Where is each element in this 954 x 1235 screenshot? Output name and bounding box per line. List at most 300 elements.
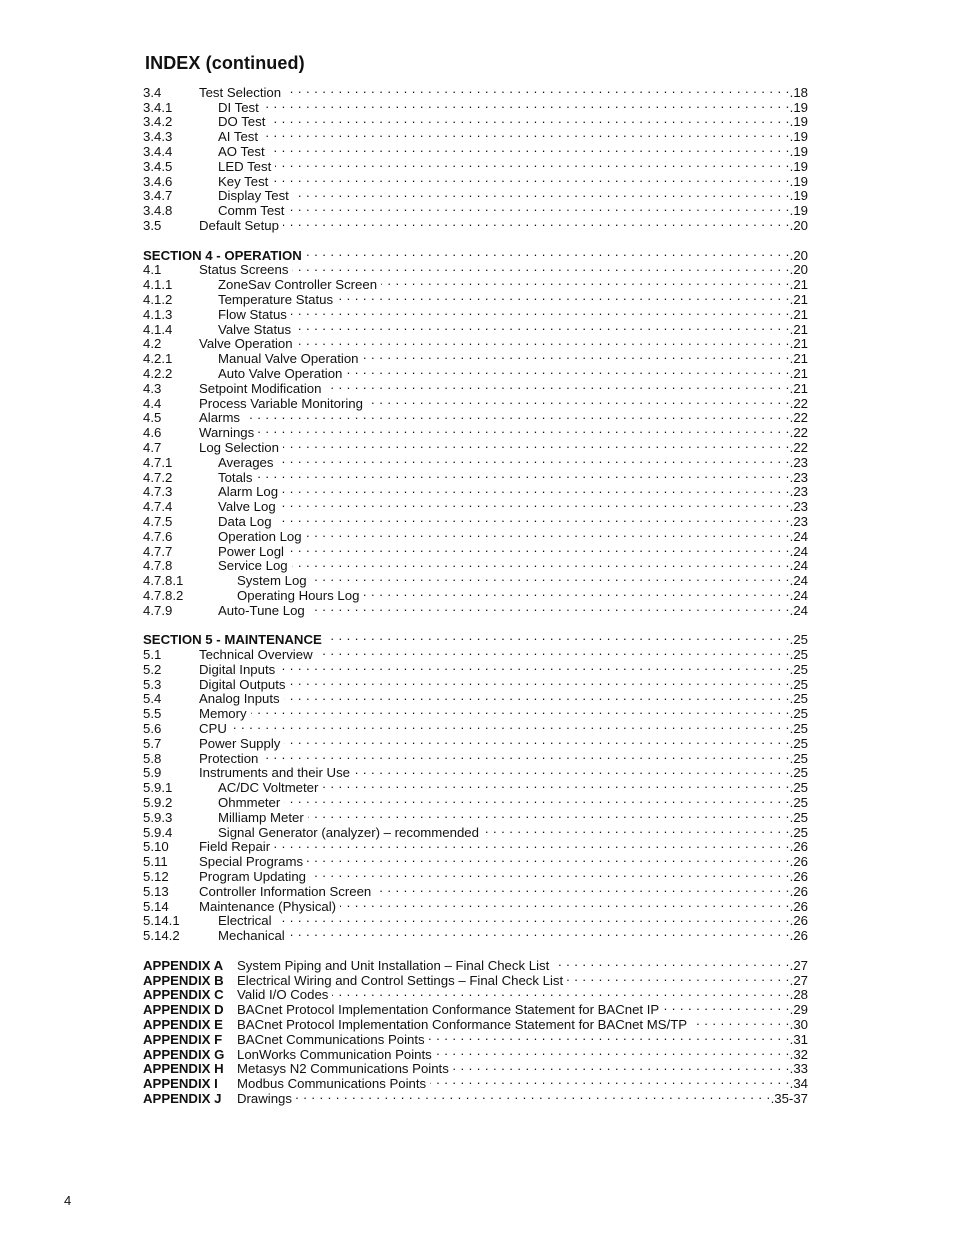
toc-entry-page: .26 [789,854,808,870]
dot-leader [258,422,789,437]
toc-entry-title: Program Updating [199,869,307,885]
toc-entry-title: Test Selection [199,84,282,100]
toc-entry-number: 5.7 [143,735,162,751]
toc-entry [143,334,808,352]
dot-leader [430,1073,790,1088]
toc-entry-title: Temperature Status [218,291,334,307]
toc-entry-title: Modbus Communications Points [237,1076,427,1092]
toc-entry [143,156,808,174]
dot-leader [282,482,790,497]
toc-entry [143,1073,808,1092]
dot-leader [307,851,790,866]
toc-entry-page: .25 [789,765,808,781]
toc-entry-number: 4.1.1 [143,277,173,293]
toc-entry-title: System Log [237,573,307,589]
toc-entry-page: .23 [789,454,808,470]
dot-leader [691,1014,790,1029]
toc-entry-number: APPENDIX E [143,1017,223,1032]
toc-entry [143,659,808,677]
dot-leader [272,171,789,186]
toc-entry-number: 4.7.4 [143,499,173,515]
toc-entry [143,822,808,840]
toc-entry-title: Milliamp Meter [218,809,304,825]
toc-entry-number: 3.4.8 [143,203,173,219]
toc-entry [143,200,808,219]
toc-entry-number: 4.1.4 [143,321,173,337]
toc-entry-title: Valid I/O Codes [237,987,329,1003]
toc-entry [143,911,808,929]
dot-leader [354,763,790,778]
toc-entry-title: Digital Outputs [199,676,286,692]
toc-entry-number: APPENDIX A [143,957,224,973]
dot-leader [269,141,790,156]
toc-entry-title: Valve Operation [199,336,293,352]
toc-entry-number: APPENDIX J [143,1090,222,1106]
toc-entry-number: 4.5 [143,410,162,426]
toc-entry-page: .21 [789,365,808,381]
toc-entry-title: Maintenance (Physical) [199,898,337,914]
toc-entry-page: .24 [789,602,808,618]
page-title: INDEX (continued) [145,53,305,73]
dot-leader [289,925,790,940]
dot-leader [367,393,790,408]
toc-entry [143,999,808,1018]
toc-entry-number: 4.6 [143,425,162,441]
toc-entry [143,689,808,707]
toc-entry-title: Auto Valve Operation [218,365,343,381]
dot-leader [276,511,790,526]
toc-entry-page: .21 [789,277,808,293]
toc-entry-title: Warnings [199,425,255,441]
toc-entry-page: .20 [789,217,808,233]
toc-entry-page: .21 [789,351,808,367]
toc-entry-title: Alarm Log [218,484,279,500]
dot-leader [251,703,790,718]
toc-entry-title: Alarms [199,410,241,426]
toc-entry [143,1044,808,1062]
toc-entry-page: .25 [789,780,808,796]
toc-entry-page: .26 [789,928,808,944]
toc-entry-title: Digital Inputs [199,661,276,677]
toc-entry-title: System Piping and Unit Installation – Final Check List [237,957,550,973]
dot-leader [663,999,789,1014]
dot-leader [429,1029,790,1044]
toc-entry [143,851,808,870]
toc-entry [143,748,808,766]
toc-entry-page: .20 [789,247,808,263]
toc-entry-page: .19 [789,129,808,145]
toc-entry-title: Ohmmeter [218,795,281,811]
toc-entry-page: .19 [789,99,808,115]
toc-entry [143,1088,808,1106]
toc-entry [143,348,808,367]
toc-entry [143,274,808,293]
toc-entry-title: Electrical [218,913,272,929]
toc-entry [143,260,808,278]
toc-entry-page: .22 [789,410,808,426]
toc-entry-number: 3.4.4 [143,143,173,159]
dot-leader [256,467,789,482]
toc-entry-page: .23 [789,469,808,485]
toc-entry-title: DO Test [218,114,266,130]
toc-entry-title: Power Supply [199,735,281,751]
toc-entry-page: .22 [789,439,808,455]
dot-leader [262,126,790,141]
toc-entry-page: .25 [789,632,808,648]
toc-entry-page: .32 [789,1046,808,1062]
toc-entry-page: .35-37 [770,1090,808,1106]
toc-entry-page: .19 [789,173,808,189]
toc-entry-title: Service Log [218,558,288,574]
dot-leader [276,911,790,926]
toc-entry-number: 4.3 [143,380,162,396]
dot-leader [363,348,790,363]
toc-entry [143,703,808,722]
dot-leader [291,304,790,319]
toc-entry-number: APPENDIX C [143,987,224,1003]
toc-entry-number: 5.9.3 [143,809,173,825]
toc-entry-number: 5.6 [143,721,162,737]
dot-leader [553,955,789,970]
toc-entry [143,511,808,529]
toc-entry-title: Instruments and their Use [199,765,350,781]
toc-entry-number: 5.10 [143,839,169,855]
toc-entry-number: 5.11 [143,854,168,870]
toc-entry-page: .21 [789,306,808,322]
toc-entry-page: .28 [789,987,808,1003]
toc-entry-number: 4.1 [143,262,162,278]
toc-entry-title: Memory [199,706,247,722]
dot-leader [322,777,789,792]
dot-leader [269,112,789,127]
toc-entry-title: SECTION 5 - MAINTENANCE [143,632,322,648]
toc-entry-number: 3.4.3 [143,129,173,145]
toc-entry-page: .25 [789,691,808,707]
toc-entry [143,482,808,500]
toc-entry-title: Data Log [218,513,272,529]
toc-entry [143,437,808,455]
toc-entry-title: LED Test [218,158,272,174]
dot-leader [326,629,790,644]
dot-leader [308,807,790,822]
toc-entry-number: 5.12 [143,869,169,885]
toc-entry-title: Auto-Tune Log [218,602,305,618]
toc-entry-page: .29 [789,1002,808,1018]
toc-entry-title: Totals [218,469,253,485]
dot-leader [381,274,790,289]
toc-entry [143,1029,808,1047]
toc-entry-number: 4.2.1 [143,351,173,367]
toc-entry-page: .22 [789,425,808,441]
dot-leader [337,289,790,304]
toc-entry-number: 4.7.5 [143,513,173,529]
toc-entry-number: 4.4 [143,395,162,411]
toc-entry-number: 5.8 [143,750,162,766]
toc-entry-number: 4.7.7 [143,543,173,559]
toc-entry-page: .25 [789,721,808,737]
toc-entry-page: .18 [789,84,808,100]
toc-entry [143,570,808,589]
toc-entry [143,97,808,115]
toc-entry [143,496,808,515]
dot-leader [292,556,790,571]
dot-leader [283,215,790,230]
toc-entry [143,526,808,544]
toc-entry-number: 4.7.8.1 [143,573,184,589]
dot-leader [288,200,789,215]
dot-leader [306,245,790,260]
dot-leader [436,1044,790,1059]
dot-leader [284,792,789,807]
toc-entry-number: 3.4.7 [143,188,173,204]
toc-entry-page: .25 [789,809,808,825]
toc-entry-title: CPU [199,721,227,737]
toc-entry-title: Technical Overview [199,647,313,663]
toc-entry-number: 4.7.8 [143,558,173,574]
dot-leader [483,822,790,837]
toc-entry-number: 3.4.1 [143,99,173,115]
toc-entry-page: .27 [789,957,808,973]
toc-entry [143,378,808,396]
toc-entry-title: Flow Status [218,306,287,322]
toc-entry-title: Field Repair [199,839,271,855]
toc-entry-number: 5.1 [143,647,162,663]
toc-entry-page: .21 [789,336,808,352]
dot-leader [275,156,789,171]
toc-entry-page: .25 [789,661,808,677]
toc-entry-number: 3.4.6 [143,173,173,189]
toc-entry-page: .25 [789,824,808,840]
toc-entry-page: .27 [789,972,808,988]
toc-entry-title: AI Test [218,129,259,145]
dot-leader [567,970,789,985]
toc-entry-number: 4.7.3 [143,484,173,500]
toc-entry [143,896,808,914]
toc-entry-page: .24 [789,573,808,589]
toc-entry-page: .24 [789,558,808,574]
dot-leader [309,600,790,615]
toc-entry [143,289,808,307]
toc-entry-page: .19 [789,188,808,204]
toc-entry [143,955,808,973]
toc-entry-title: BACnet Protocol Implementation Conformance Statement for BACnet IP [237,1002,660,1018]
toc-entry-page: .21 [789,380,808,396]
dot-leader [284,733,789,748]
toc-entry-title: Averages [218,454,274,470]
toc-entry-title: Default Setup [199,217,279,233]
toc-entry-number: APPENDIX I [143,1076,218,1092]
toc-entry [143,644,808,663]
toc-entry-number: 4.1.2 [143,291,173,307]
toc-entry-title: Drawings [237,1090,292,1106]
toc-entry-page: .26 [789,883,808,899]
toc-entry-number: 5.3 [143,676,162,692]
dot-leader [262,748,789,763]
toc-entry-number: 5.9.1 [143,780,173,796]
toc-entry-title: Mechanical [218,928,285,944]
toc-entry [143,363,808,381]
dot-leader [285,82,790,97]
dot-leader [288,541,790,556]
toc-entry-title: Valve Status [218,321,292,337]
toc-entry-title: Log Selection [199,439,279,455]
toc-entry-title: Valve Log [218,499,276,515]
toc-entry-number: 4.7 [143,439,162,455]
dot-leader [244,408,790,423]
toc-entry-page: .31 [789,1031,808,1047]
toc-entry-page: .25 [789,750,808,766]
toc-entry-title: Key Test [218,173,269,189]
toc-entry-title: Controller Information Screen [199,883,372,899]
toc-entry [143,186,808,204]
toc-entry-number: 4.7.2 [143,469,173,485]
toc-entry-title: Power Logl [218,543,284,559]
toc-entry-number: 5.9.4 [143,824,173,840]
toc-entry [143,733,808,751]
toc-entry-number: APPENDIX G [143,1046,225,1062]
dot-leader [263,97,790,112]
toc-entry [143,718,808,737]
toc-entry-number: APPENDIX F [143,1031,223,1047]
toc-entry-page: .33 [789,1061,808,1077]
toc-entry-title: Status Screens [199,262,289,278]
toc-entry-page: .24 [789,543,808,559]
toc-entry [143,452,808,470]
toc-entry-title: Operating Hours Log [237,587,360,603]
toc-entry-title: Signal Generator (analyzer) – recommended [218,824,479,840]
toc-entry-number: 4.7.1 [143,454,173,470]
dot-leader [332,985,789,1000]
toc-entry [143,304,808,322]
toc-entry-title: ZoneSav Controller Screen [218,277,378,293]
toc-entry-number: 5.14.2 [143,928,180,944]
toc-entry-title: Electrical Wiring and Control Settings – Final Check List [237,972,564,988]
dot-leader [317,644,790,659]
toc-entry-number: APPENDIX B [143,972,224,988]
toc-entry-title: Metasys N2 Communications Points [237,1061,449,1077]
dot-leader [346,363,789,378]
toc-entry-number: 5.2 [143,661,162,677]
table-of-contents [143,82,808,1106]
dot-leader [284,689,790,704]
toc-entry-title: LonWorks Communication Points [237,1046,432,1062]
toc-entry [143,556,808,574]
toc-entry [143,585,808,603]
toc-entry-page: .25 [789,647,808,663]
toc-entry [143,792,808,811]
dot-leader [340,896,790,911]
toc-entry-page: .19 [789,158,808,174]
toc-entry [143,1014,808,1032]
dot-leader [295,319,790,334]
toc-entry [143,763,808,781]
toc-entry-number: 5.14.1 [143,913,180,929]
dot-leader [375,881,789,896]
toc-entry-title: Comm Test [218,203,285,219]
dot-leader [296,1088,771,1103]
toc-entry-number: 4.7.8.2 [143,587,184,603]
dot-leader [280,496,790,511]
dot-leader [283,437,790,452]
toc-entry-title: Process Variable Monitoring [199,395,363,411]
toc-entry-title: Manual Valve Operation [218,351,359,367]
toc-entry [143,985,808,1003]
toc-entry-title: Protection [199,750,259,766]
dot-leader [290,674,790,689]
toc-entry [143,215,808,233]
toc-entry-number: 5.14 [143,898,169,914]
dot-leader [274,837,790,852]
toc-entry-number: APPENDIX H [143,1061,224,1077]
toc-entry-page: .23 [789,484,808,500]
toc-entry-title: BACnet Communications Points [237,1031,425,1047]
toc-entry-number: 3.4.5 [143,158,173,174]
dot-leader [310,866,790,881]
toc-entry-page: .26 [789,898,808,914]
toc-entry-number: 4.2.2 [143,365,173,381]
dot-leader [293,186,790,201]
toc-entry-number: 4.7.6 [143,528,173,544]
toc-entry-page: .24 [789,528,808,544]
toc-entry [143,777,808,796]
toc-entry [143,600,808,618]
toc-entry-page: .19 [789,203,808,219]
toc-entry [143,629,808,648]
toc-entry [143,126,808,145]
toc-entry [143,82,808,100]
toc-entry [143,866,808,885]
toc-entry-number: 5.9.2 [143,795,173,811]
toc-entry-title: BACnet Protocol Implementation Conformance Statement for BACnet MS/TP [237,1017,688,1032]
toc-entry-title: Operation Log [218,528,302,544]
toc-entry-title: DI Test [218,99,259,115]
toc-entry-page: .20 [789,262,808,278]
dot-leader [292,260,789,275]
toc-entry [143,112,808,130]
toc-entry-title: Special Programs [199,854,304,870]
dot-leader [279,659,789,674]
toc-entry-title: AO Test [218,143,265,159]
toc-entry-page: .24 [789,587,808,603]
toc-entry-number: 4.7.9 [143,602,173,618]
toc-entry-page: .25 [789,706,808,722]
toc-entry [143,837,808,855]
toc-entry-page: .25 [789,676,808,692]
dot-leader [297,334,790,349]
toc-entry-page: .34 [789,1076,808,1092]
toc-entry-number: 5.4 [143,691,162,707]
toc-entry [143,970,808,988]
page-number: 4 [64,1193,72,1208]
toc-entry [143,1059,808,1077]
toc-entry-page: .25 [789,735,808,751]
toc-entry-page: .22 [789,395,808,411]
toc-entry [143,245,808,263]
dot-leader [363,585,789,600]
toc-entry-title: AC/DC Voltmeter [218,780,319,796]
dot-leader [453,1059,790,1074]
toc-entry-number: 3.5 [143,217,162,233]
toc-entry-page: .21 [789,321,808,337]
toc-entry-page: .26 [789,869,808,885]
toc-entry-page: .25 [789,795,808,811]
toc-entry-page: .23 [789,499,808,515]
toc-entry-page: .21 [789,291,808,307]
dot-leader [231,718,790,733]
toc-entry [143,422,808,441]
toc-entry-number: 3.4.2 [143,114,173,130]
dot-leader [311,570,790,585]
